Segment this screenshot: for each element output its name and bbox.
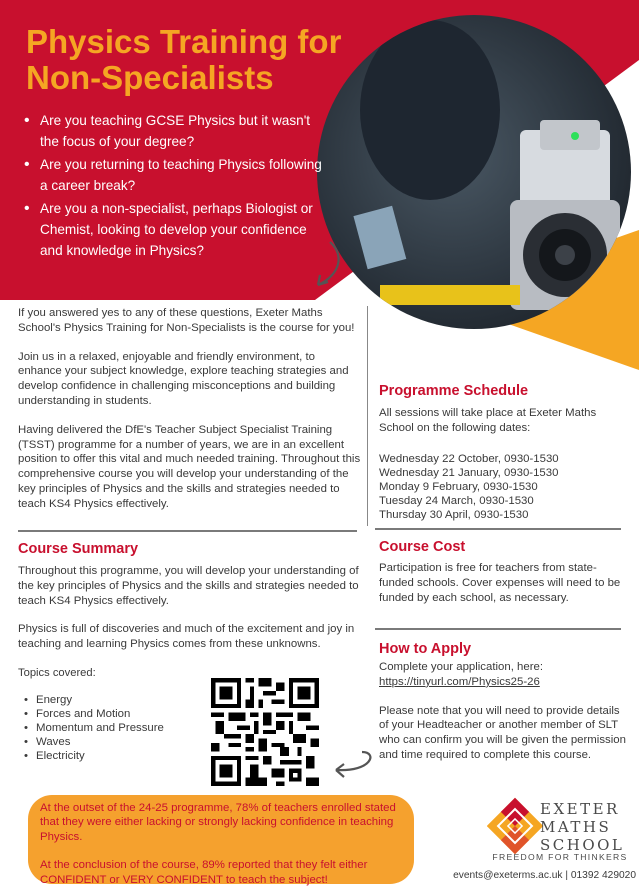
- page-title: [26, 24, 356, 96]
- intro-paragraph: Having delivered the DfE's Teacher Subject Specialist Training (TSST) programme for a number of years, we are in an excellent position to offer this vital and much needed training. Throughout this comprehensive course you will develop your understanding of the key principles of Physics and the skills and strategies needed to teach KS4 Physics effectively.: [18, 423, 361, 510]
- schedule-date: Monday 9 February, 0930-1530: [379, 480, 538, 493]
- topics-label: Topics covered:: [18, 666, 96, 679]
- title-line-1: Physics Training for: [26, 23, 342, 60]
- schedule-date: Wednesday 21 January, 0930-1530: [379, 466, 559, 479]
- divider: [375, 528, 621, 530]
- how-to-apply-section: [379, 660, 631, 763]
- apply-note: Please note that you will need to provide details of your Headteacher or another member of SLT who can confirm you will be given the permission and time required to complete this course.: [379, 704, 626, 761]
- topic-item: • Waves: [24, 735, 361, 749]
- question-item: • Are you teaching GCSE Physics but it wasn't the focus of your degree?: [24, 110, 324, 152]
- divider: [18, 530, 357, 532]
- topic-item: • Energy: [24, 693, 361, 707]
- intro-paragraph: If you answered yes to any of these questions, Exeter Maths School's Physics Training for Non-Specialists is the course for you!: [18, 307, 355, 334]
- question-item: • Are you returning to teaching Physics following a career break?: [24, 154, 324, 196]
- topic-item: • Momentum and Pressure: [24, 721, 361, 735]
- schedule-date: Wednesday 22 October, 0930-1530: [379, 452, 559, 465]
- question-list: [24, 110, 324, 263]
- summary-paragraph: Throughout this programme, you will develop your understanding of the key principles of Physics and the skills and strategies needed to teach KS4 Physics effectively.: [18, 565, 359, 607]
- programme-schedule-heading: Programme Schedule: [379, 383, 529, 399]
- application-link[interactable]: https://tinyurl.com/Physics25-26: [379, 675, 540, 688]
- schedule-date: Tuesday 24 March, 0930-1530: [379, 494, 534, 507]
- topic-item: • Electricity: [24, 749, 361, 763]
- schedule-lead: All sessions will take place at Exeter Maths School on the following dates:: [379, 407, 597, 434]
- divider: [375, 628, 621, 630]
- schedule-date: Thursday 30 April, 0930-1530: [379, 508, 529, 521]
- qr-code[interactable]: [211, 678, 319, 786]
- stats-conclusion: At the conclusion of the course, 89% reported that they felt either CONFIDENT or VERY CONFIDENT to teach the subject!: [40, 859, 368, 886]
- intro-section: [18, 306, 361, 526]
- course-cost-text: Participation is free for teachers from state-funded schools. Cover expenses will need to be funded by each school, as necessary.: [379, 562, 621, 604]
- summary-paragraph: Physics is full of discoveries and much of the excitement and joy in teaching and learning Physics comes from these unknowns.: [18, 623, 355, 651]
- topic-item: • Forces and Motion: [24, 707, 361, 721]
- logo-line: MATHS: [540, 818, 612, 836]
- course-cost-heading: Course Cost: [379, 539, 466, 555]
- vertical-divider: [367, 306, 368, 526]
- apply-text: Complete your application, here:: [379, 661, 543, 673]
- logo-line: EXETER: [540, 800, 620, 818]
- stats-box: [28, 795, 414, 884]
- logo-tagline: FREEDOM FOR THINKERS: [492, 852, 628, 862]
- how-to-apply-heading: How to Apply: [379, 641, 472, 657]
- question-item: • Are you a non-specialist, perhaps Biologist or Chemist, looking to develop your confidence and knowledge in Physics?: [24, 198, 324, 261]
- stats-outset: At the outset of the 24-25 programme, 78% of teachers enrolled stated that they were either lacking or strongly lacking confidence in teaching Physics.: [40, 802, 396, 843]
- intro-paragraph: Join us in a relaxed, enjoyable and friendly environment, to enhance your subject knowledge, explore teaching strategies and develop confidence in challenging misconceptions and building understanding in students.: [18, 350, 349, 407]
- course-summary-heading: Course Summary: [18, 541, 139, 557]
- programme-schedule-section: [379, 406, 629, 522]
- logo-wordmark: [540, 800, 630, 854]
- contact-details: events@exeterms.ac.uk | 01392 429020: [453, 870, 636, 881]
- title-line-2: Non-Specialists: [26, 59, 274, 96]
- logo-line: SCHOOL: [540, 836, 625, 854]
